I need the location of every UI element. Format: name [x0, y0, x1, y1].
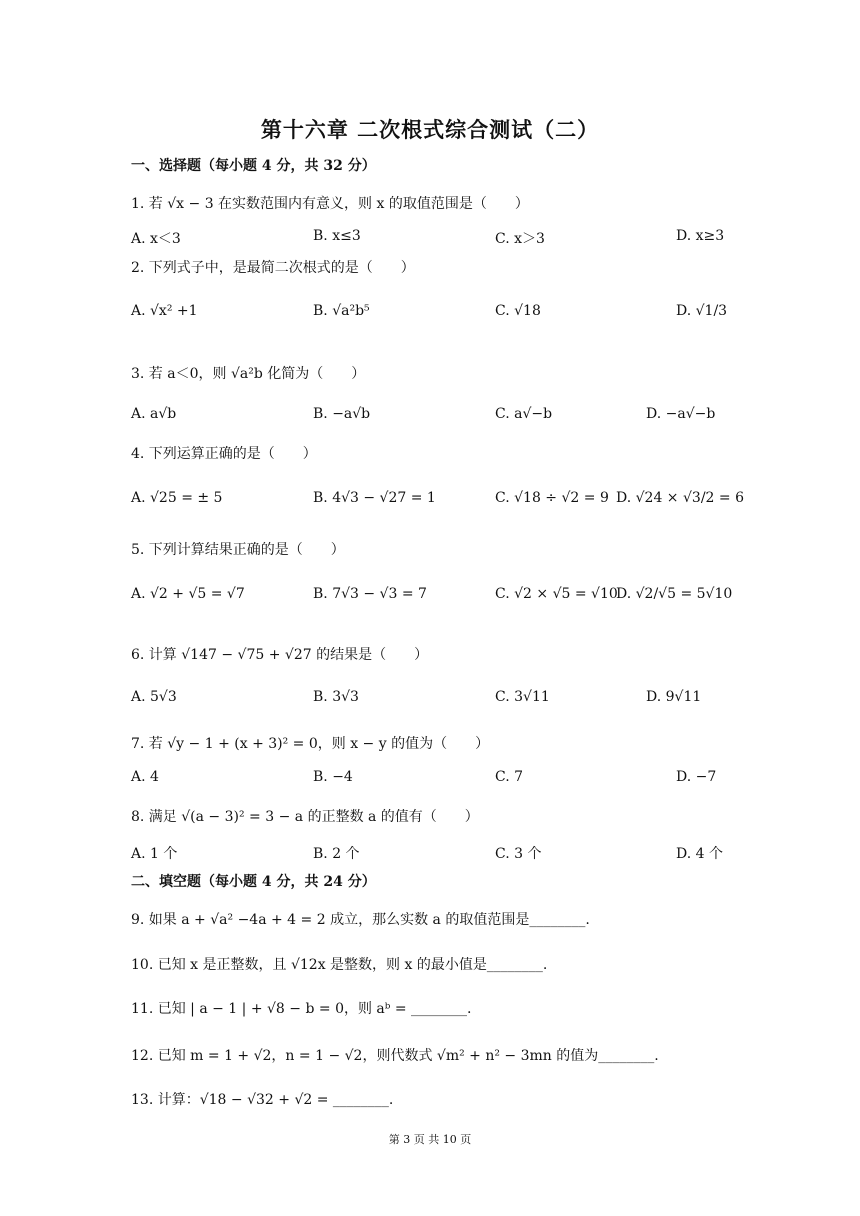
question-4-stem: 4. 下列运算正确的是（ ） [131, 446, 317, 462]
question-1-option-a: A. x＜3 [131, 231, 181, 247]
question-6-stem: 6. 计算 √147 − √75 + √27 的结果是（ ） [131, 647, 429, 663]
question-2-stem: 2. 下列式子中，是最简二次根式的是（ ） [131, 260, 415, 276]
question-5-option-c: C. √2 × √5 = √10 [495, 586, 618, 602]
question-10: 10. 已知 x 是正整数，且 √12x 是整数，则 x 的最小值是________. [131, 957, 548, 973]
question-1-stem: 1. 若 √x − 3 在实数范围内有意义，则 x 的取值范围是（ ） [131, 196, 529, 212]
question-5-option-a: A. √2 + √5 = √7 [131, 586, 245, 602]
page-title: 第十六章 二次根式综合测试（二） [260, 118, 600, 142]
question-5-stem: 5. 下列计算结果正确的是（ ） [131, 542, 345, 558]
question-2-option-a: A. √x² +1 [131, 303, 198, 319]
question-7-option-d: D. −7 [676, 769, 717, 785]
question-6-option-d: D. 9√11 [646, 689, 702, 705]
question-8-option-a: A. 1 个 [131, 846, 178, 862]
question-6-option-c: C. 3√11 [495, 689, 550, 705]
question-6-option-a: A. 5√3 [131, 689, 177, 705]
question-6-option-b: B. 3√3 [313, 689, 359, 705]
question-8-option-b: B. 2 个 [313, 846, 360, 862]
question-3-stem: 3. 若 a＜0，则 √a²b 化简为（ ） [131, 366, 366, 382]
section-heading-choice: 一、选择题（每小题 4 分，共 32 分） [131, 158, 376, 174]
question-12: 12. 已知 m = 1 + √2，n = 1 − √2，则代数式 √m² + n² − 3mn 的值为________. [131, 1048, 659, 1064]
page-footer: 第 3 页 共 10 页 [388, 1133, 472, 1146]
question-5-option-d: D. √2/√5 = 5√10 [616, 586, 733, 602]
section-heading-fill: 二、填空题（每小题 4 分，共 24 分） [131, 874, 376, 890]
question-9: 9. 如果 a + √a² −4a + 4 = 2 成立，那么实数 a 的取值范围是________. [131, 912, 590, 928]
question-4-option-a: A. √25 = ± 5 [131, 490, 223, 506]
question-8-option-c: C. 3 个 [495, 846, 542, 862]
question-1-option-d: D. x≥3 [676, 228, 725, 244]
question-7-stem: 7. 若 √y − 1 + (x + 3)² = 0，则 x − y 的值为（ ） [131, 736, 490, 752]
question-5-option-b: B. 7√3 − √3 = 7 [313, 586, 427, 602]
question-3-option-b: B. −a√b [313, 406, 371, 422]
question-4-option-b: B. 4√3 − √27 = 1 [313, 490, 436, 506]
question-11: 11. 已知 | a − 1 | + √8 − b = 0，则 aᵇ = ________. [131, 1001, 472, 1017]
question-4-option-c: C. √18 ÷ √2 = 9 [495, 490, 609, 506]
question-3-option-d: D. −a√−b [646, 406, 716, 422]
question-1-option-c: C. x＞3 [495, 231, 545, 247]
question-2-option-c: C. √18 [495, 303, 541, 319]
question-2-option-b: B. √a²b⁵ [313, 303, 370, 319]
question-7-option-a: A. 4 [131, 769, 159, 785]
question-7-option-c: C. 7 [495, 769, 524, 785]
question-3-option-a: A. a√b [131, 406, 177, 422]
question-8-option-d: D. 4 个 [676, 846, 723, 862]
question-7-option-b: B. −4 [313, 769, 353, 785]
question-3-option-c: C. a√−b [495, 406, 553, 422]
question-13: 13. 计算：√18 − √32 + √2 = ________. [131, 1092, 394, 1108]
question-8-stem: 8. 满足 √(a − 3)² = 3 − a 的正整数 a 的值有（ ） [131, 809, 479, 825]
question-2-option-d: D. √1/3 [676, 303, 728, 319]
question-1-option-b: B. x≤3 [313, 228, 361, 244]
question-4-option-d: D. √24 × √3/2 = 6 [616, 490, 744, 506]
